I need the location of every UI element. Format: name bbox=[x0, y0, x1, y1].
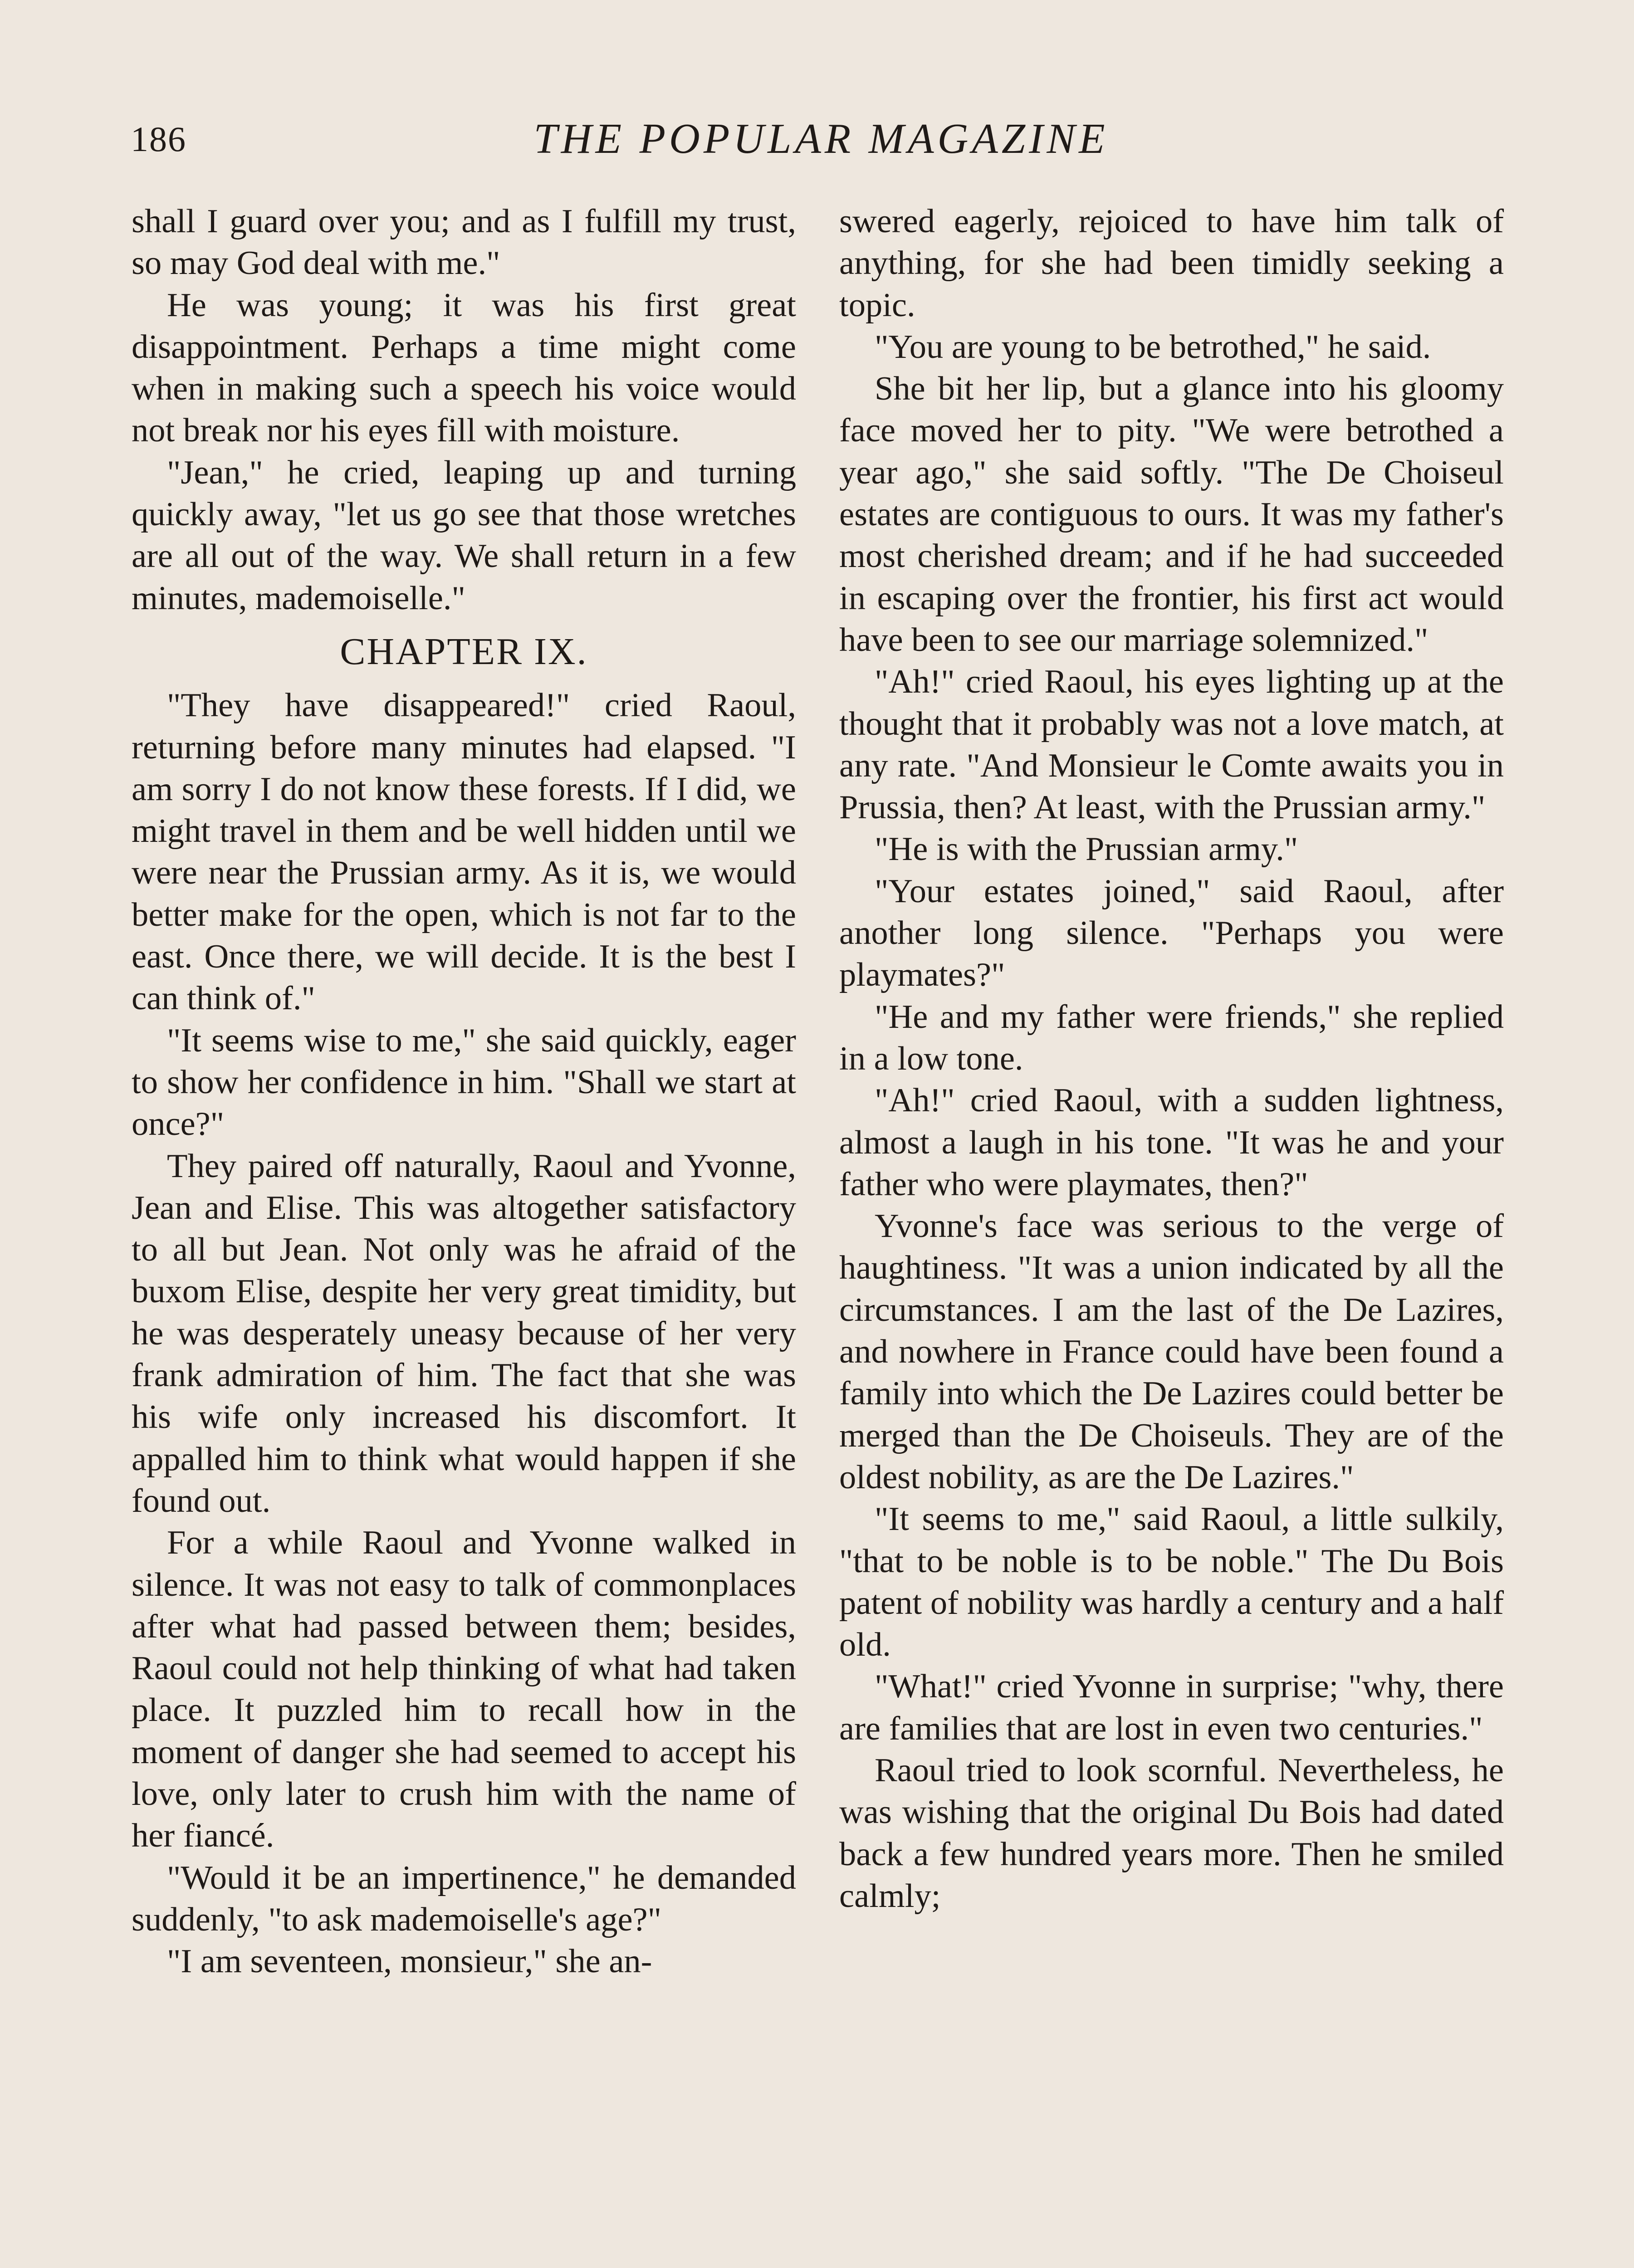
right-column bbox=[839, 200, 1504, 1917]
paragraph: "They have disappeared!" cried Raoul, returning before many minutes had elapsed. "I am sorry I do not know these forests. If I did, we might travel in them and be well hidden until we were near the Prussian army. As it is, we would better make for the open, which is not far to the east. Once there, we will decide. It is the best I can think of." bbox=[132, 687, 796, 1017]
paragraph: "He and my father were friends," she replied in a low tone. bbox=[839, 998, 1504, 1077]
paragraph: They paired off naturally, Raoul and Yvonne, Jean and Elise. This was altogether satisfactory to all but Jean. Not only was he afraid of the buxom Elise, despite her very great timidity, but he was desperately uneasy because of her very frank admiration of him. The fact that she was his wife only increased his discomfort. It appalled him to think what would happen if she found out. bbox=[132, 1147, 796, 1520]
paragraph: Raoul tried to look scornful. Nevertheless, he was wishing that the original Du Bois had dated back a few hundred years more. Then he smiled calmly; bbox=[839, 1751, 1504, 1915]
paragraph: "It seems to me," said Raoul, a little sulkily, "that to be noble is to be noble." The Du Bois patent of nobility was hardly a century and a half old. bbox=[839, 1501, 1504, 1664]
paragraph: "Ah!" cried Raoul, with a sudden lightness, almost a laugh in his tone. "It was he and your father who were playmates, then?" bbox=[839, 1082, 1504, 1203]
left-column bbox=[132, 200, 796, 1982]
paragraph: "He is with the Prussian army." bbox=[875, 831, 1298, 868]
chapter-heading: CHAPTER IX. bbox=[340, 630, 588, 673]
paragraph: "What!" cried Yvonne in surprise; "why, there are families that are lost in even two centuries." bbox=[839, 1668, 1504, 1747]
paragraph: swered eagerly, rejoiced to have him talk of anything, for she had been timidly seeking a topic. bbox=[839, 203, 1504, 324]
paragraph: "You are young to be betrothed," he said. bbox=[875, 328, 1431, 366]
paragraph: "Your estates joined," said Raoul, after another long silence. "Perhaps you were playmates?" bbox=[839, 872, 1504, 994]
paragraph: shall I guard over you; and as I fulfill my trust, so may God deal with me." bbox=[132, 203, 796, 282]
paragraph: "It seems wise to me," she said quickly, eager to show her confidence in him. "Shall we start at once?" bbox=[132, 1022, 796, 1143]
running-head: THE POPULAR MAGAZINE bbox=[533, 115, 1109, 162]
paragraph: "Jean," he cried, leaping up and turning quickly away, "let us go see that those wretches are all out of the way. We shall return in a few minutes, mademoiselle." bbox=[132, 454, 796, 617]
paragraph: "Would it be an impertinence," he demanded suddenly, "to ask mademoiselle's age?" bbox=[132, 1859, 796, 1938]
paragraph: He was young; it was his first great disappointment. Perhaps a time might come when in making such a speech his voice would not break nor his eyes fill with moisture. bbox=[132, 286, 796, 450]
paragraph: She bit her lip, but a glance into his gloomy face moved her to pity. "We were betrothed a year ago," she said softly. "The De Choiseul estates are contiguous to ours. It was my father's most cherished dream; and if he had succeeded in escaping over the frontier, his first act would have been to see our marriage solemnized." bbox=[839, 370, 1504, 659]
paragraph: For a while Raoul and Yvonne walked in silence. It was not easy to talk of commonplaces after what had passed between them; besides, Raoul could not help thinking of what had taken place. It puzzled him to recall how in the moment of danger she had seemed to accept his love, only later to crush him with the name of her fiancé. bbox=[132, 1524, 796, 1855]
page-number: 186 bbox=[131, 119, 186, 159]
paragraph: "Ah!" cried Raoul, his eyes lighting up at the thought that it probably was not a love match, at any rate. "And Monsieur le Comte awaits you in Prussia, then? At least, with the Prussian army." bbox=[839, 663, 1504, 826]
paragraph: Yvonne's face was serious to the verge of haughtiness. "It was a union indicated by all the circumstances. I am the last of the De Lazires, and nowhere in France could have been found a family into which the De Lazires could better be merged than the De Choiseuls. They are of the oldest nobility, as are the De Lazires." bbox=[839, 1207, 1504, 1496]
paragraph: "I am seventeen, monsieur," she an- bbox=[167, 1943, 652, 1980]
